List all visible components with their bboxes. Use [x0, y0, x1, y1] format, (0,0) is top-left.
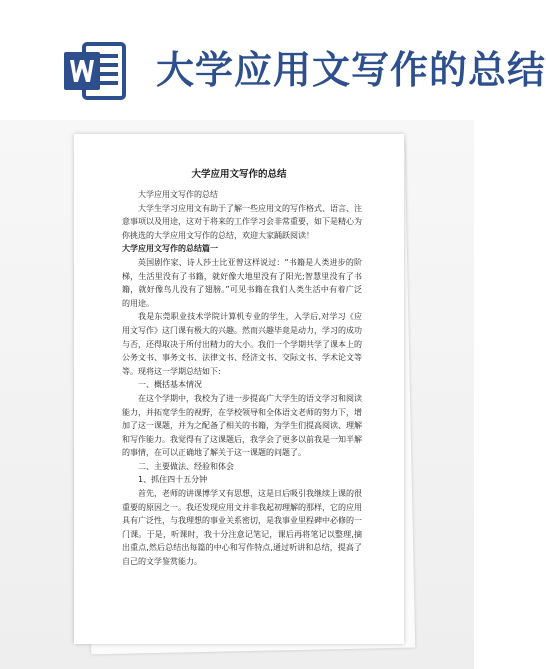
word-document-icon	[62, 38, 128, 104]
banner-title: 大学应用文写作的总结	[156, 48, 546, 92]
paragraph: 二、主要做法、经验和体会	[138, 461, 234, 471]
banner	[0, 0, 546, 128]
document-body	[122, 188, 362, 569]
section-heading: 大学应用文写作的总结篇一	[122, 244, 218, 254]
paragraph: 英国剧作家、诗人莎士比亚曾这样说过：“书籍是人类进步的阶梯，生活里没有了书籍，就好像大地里没有了阳光;智慧里没有了书籍，就好像鸟儿没有了翅膀。”可见书籍在我们人类生活中有着广泛的用途。	[122, 257, 362, 308]
paragraph: 大学应用文写作的总结	[138, 190, 218, 199]
paragraph: 1、抓住四十五分钟	[138, 475, 208, 485]
document-title: 大学应用文写作的总结	[191, 169, 287, 180]
paragraph: 一、概括基本情况	[138, 380, 202, 390]
paragraph: 我是东莞职业技术学院计算机专业的学生，入学后,对学习《应用文写作》这门课有极大的兴趣。然而兴趣毕竟是动力，学习的成功与否，还得取决于所付出精力的大小。我们一个学期共学了课本上的公务文书、事务文书、法律文书、经济文书、交际文书、学术论文等等。现将这一学期总结如下:	[122, 312, 362, 376]
paragraph: 首先，老师的讲课博学又有思想，这是日后吸引我继续上课的很重要的原因之一。我还发现应用文并非我起初理解的那样，它的应用具有广泛性，与我理想的事业关系密切，是我事业里程碑中必修的一门课。于是，听课时，我十分注意记笔记，课后再将笔记以整理,摘出重点,然后总结出每篇的中心和写作特点,通过听讲和总结，提高了自己的文学鉴赏能力。	[122, 489, 362, 567]
document-page	[74, 134, 404, 644]
paragraph: 在这个学期中，我校为了进一步提高广大学生的语文学习和阅读能力，并拓宽学生的视野，在学校领导和全体语文老师的努力下，增加了这一课题，并为之配备了相关的书籍，为学生们提高阅读、理解和写作能力。我觉得有了这课题后，我学会了更多以前我是一知半解的事情，在可以正确地了解关于这一课题的问题了。	[122, 393, 362, 458]
paragraph: 大学生学习应用文有助于了解一些应用文的写作格式、语言、注意事项以及用途，这对于将来的工作学习会非常重要，如下是精心为你挑选的大学应用文写作的总结，欢迎大家踊跃阅读！	[122, 203, 362, 240]
